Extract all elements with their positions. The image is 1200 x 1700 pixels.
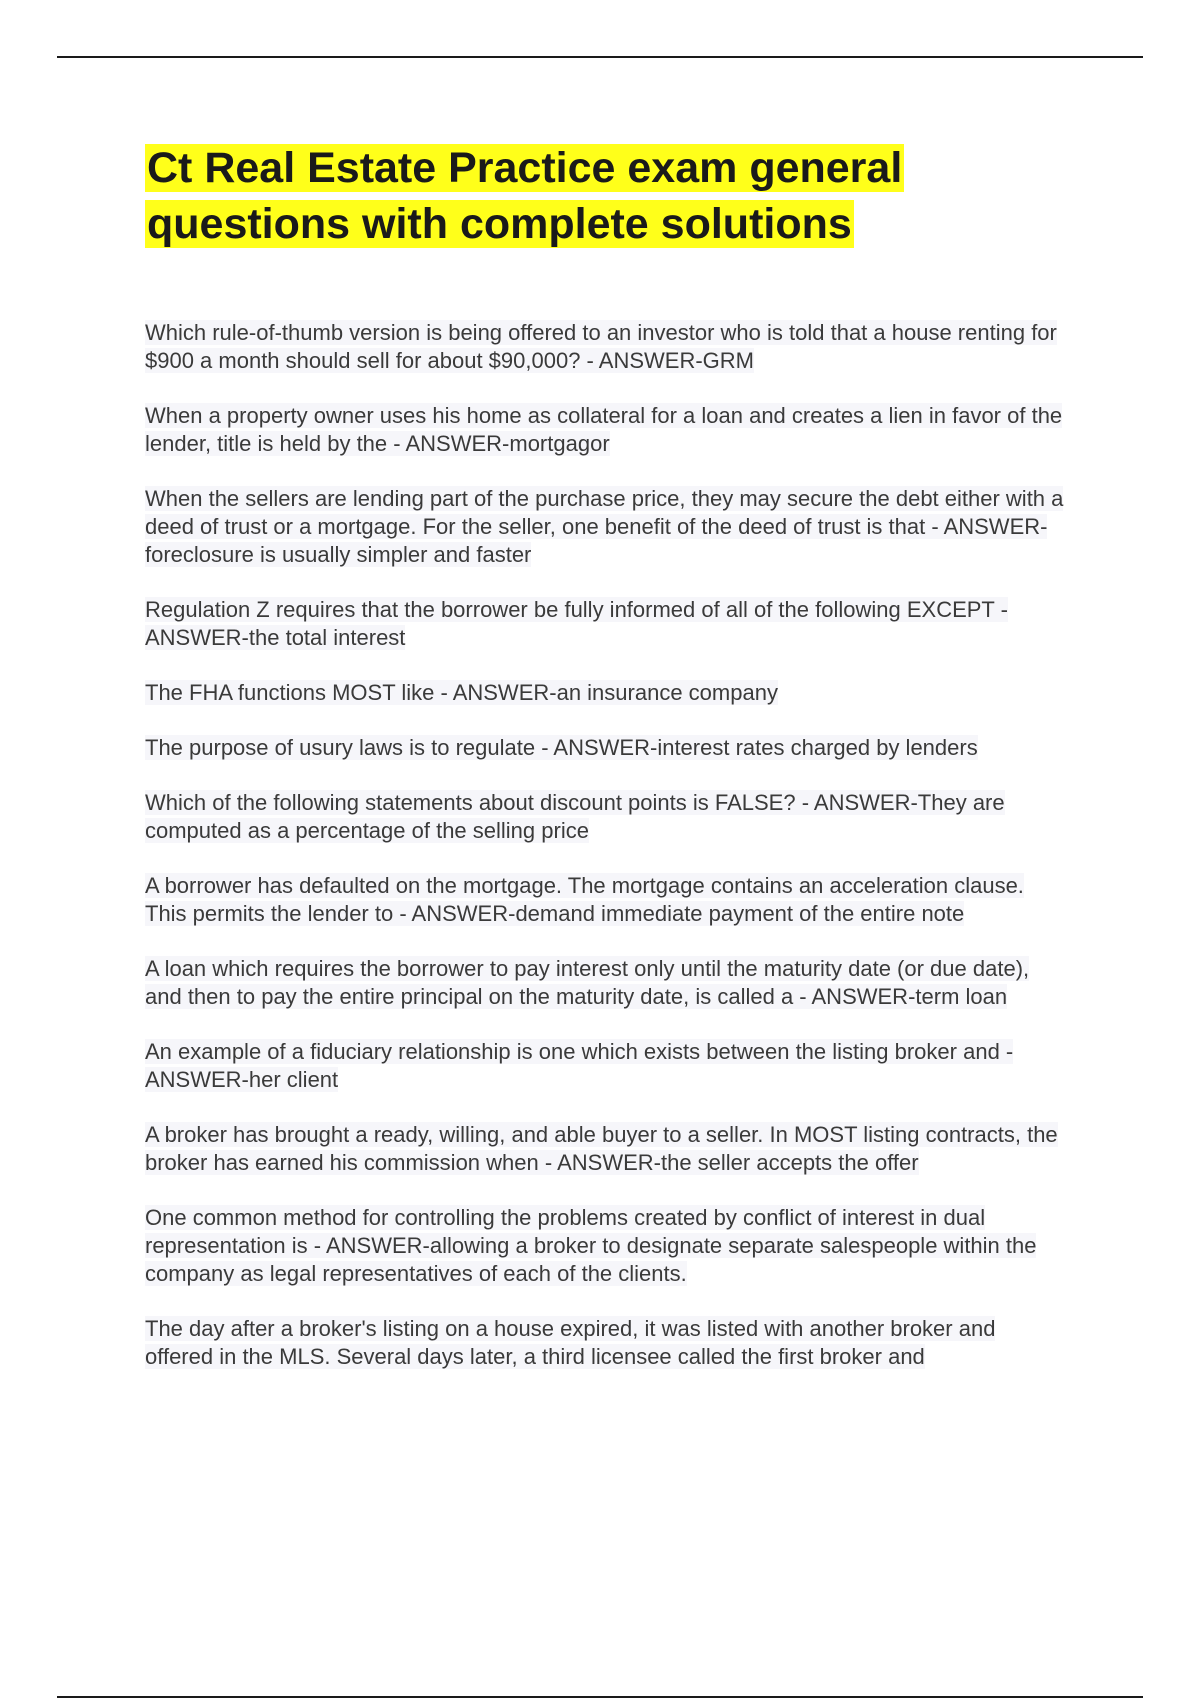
qa-item-text: One common method for controlling the problems created by conflict of interest in dual representation is - ANSWER-allowing a broker to designate separate salespeople within the company as legal representatives of each of the clients. [145, 1205, 1037, 1286]
qa-item [145, 1315, 1065, 1371]
qa-item-text: An example of a fiduciary relationship is one which exists between the listing broker and - ANSWER-her client [145, 1039, 1014, 1092]
qa-item-text: Regulation Z requires that the borrower be fully informed of all of the following EXCEPT - ANSWER-the total interest [145, 597, 1008, 650]
qa-item [145, 734, 1065, 762]
document-content [145, 140, 1065, 1398]
footer-rule [57, 1696, 1143, 1698]
qa-item [145, 872, 1065, 928]
qa-item-text: A broker has brought a ready, willing, and able buyer to a seller. In MOST listing contracts, the broker has earned his commission when - ANSWER-the seller accepts the offer [145, 1122, 1058, 1175]
qa-item [145, 955, 1065, 1011]
qa-item [145, 1121, 1065, 1177]
qa-item [145, 679, 1065, 707]
qa-item-text: A loan which requires the borrower to pay interest only until the maturity date (or due date), and then to pay the entire principal on the maturity date, is called a - ANSWER-term loan [145, 956, 1030, 1009]
qa-item-text: Which rule-of-thumb version is being offered to an investor who is told that a house renting for $900 a month should sell for about $90,000? - ANSWER-GRM [145, 320, 1057, 373]
qa-item-text: The purpose of usury laws is to regulate - ANSWER-interest rates charged by lenders [145, 735, 978, 760]
qa-item [145, 1204, 1065, 1288]
header-rule [57, 56, 1143, 58]
qa-item [145, 402, 1065, 458]
document-title [145, 140, 1065, 252]
qa-item-text: When a property owner uses his home as collateral for a loan and creates a lien in favor of the lender, title is held by the - ANSWER-mortgagor [145, 403, 1063, 456]
qa-item-text: Which of the following statements about discount points is FALSE? - ANSWER-They are computed as a percentage of the selling price [145, 790, 1005, 843]
qa-item-text: The FHA functions MOST like - ANSWER-an insurance company [145, 680, 778, 705]
qa-list [145, 319, 1065, 1371]
qa-item [145, 789, 1065, 845]
qa-item-text: The day after a broker's listing on a house expired, it was listed with another broker and offered in the MLS. Several days later, a third licensee called the first broker and [145, 1316, 996, 1369]
qa-item-text: A borrower has defaulted on the mortgage. The mortgage contains an acceleration clause. This permits the lender to - ANSWER-demand immediate payment of the entire note [145, 873, 1024, 926]
document-title-text: Ct Real Estate Practice exam general questions with complete solutions [147, 144, 903, 248]
qa-item [145, 1038, 1065, 1094]
qa-item [145, 319, 1065, 375]
qa-item-text: When the sellers are lending part of the purchase price, they may secure the debt either with a deed of trust or a mortgage. For the seller, one benefit of the deed of trust is that - ANSWER-foreclosure is usually simpler and faster [145, 486, 1064, 567]
qa-item [145, 485, 1065, 569]
qa-item [145, 596, 1065, 652]
